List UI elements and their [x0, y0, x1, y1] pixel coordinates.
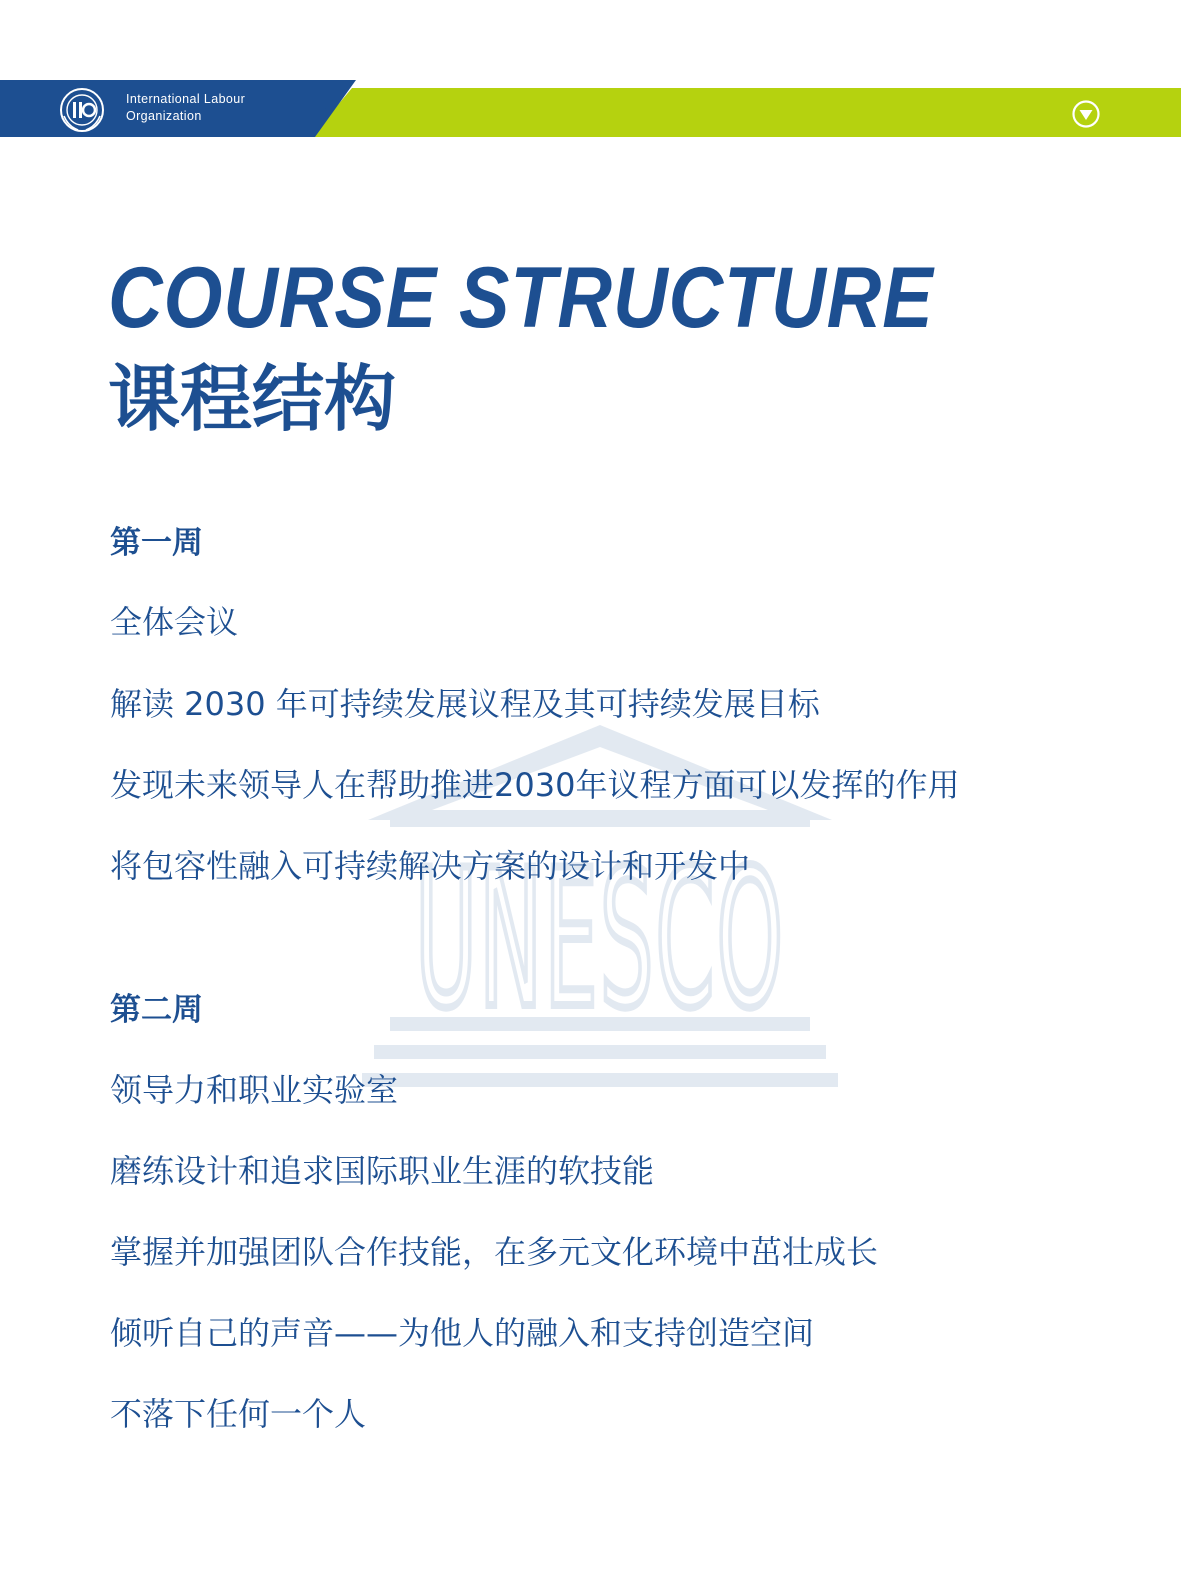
header-band: [0, 80, 1181, 137]
page-title-english: COURSE STRUCTURE: [108, 250, 934, 346]
week-2-item: 倾听自己的声音——为他人的融入和支持创造空间: [110, 1314, 815, 1352]
organization-name-line1: International Labour: [126, 92, 246, 106]
week-1-item: 发现未来领导人在帮助推进2030年议程方面可以发挥的作用: [110, 766, 960, 804]
organization-name: [126, 91, 245, 125]
week-1-heading: 第一周: [110, 525, 203, 561]
week-2-item: 领导力和职业实验室: [110, 1071, 399, 1109]
week-2-heading: 第二周: [110, 992, 203, 1028]
week-2-item: 不落下任何一个人: [110, 1395, 367, 1433]
page-title-chinese: 课程结构: [108, 357, 397, 441]
chevron-down-circle-icon[interactable]: [1071, 99, 1101, 129]
week-2-item: 磨练设计和追求国际职业生涯的软技能: [110, 1152, 655, 1190]
watermark-text: UNESCO: [415, 829, 785, 1050]
ilo-emblem-icon: [58, 86, 106, 134]
week-1-item: 解读 2030 年可持续发展议程及其可持续发展目标: [110, 685, 820, 723]
organization-name-line2: Organization: [126, 109, 202, 123]
week-1-item: 将包容性融入可持续解决方案的设计和开发中: [110, 847, 751, 885]
week-1-item: 全体会议: [110, 603, 239, 641]
week-2-item: 掌握并加强团队合作技能，在多元文化环境中茁壮成长: [110, 1233, 879, 1271]
